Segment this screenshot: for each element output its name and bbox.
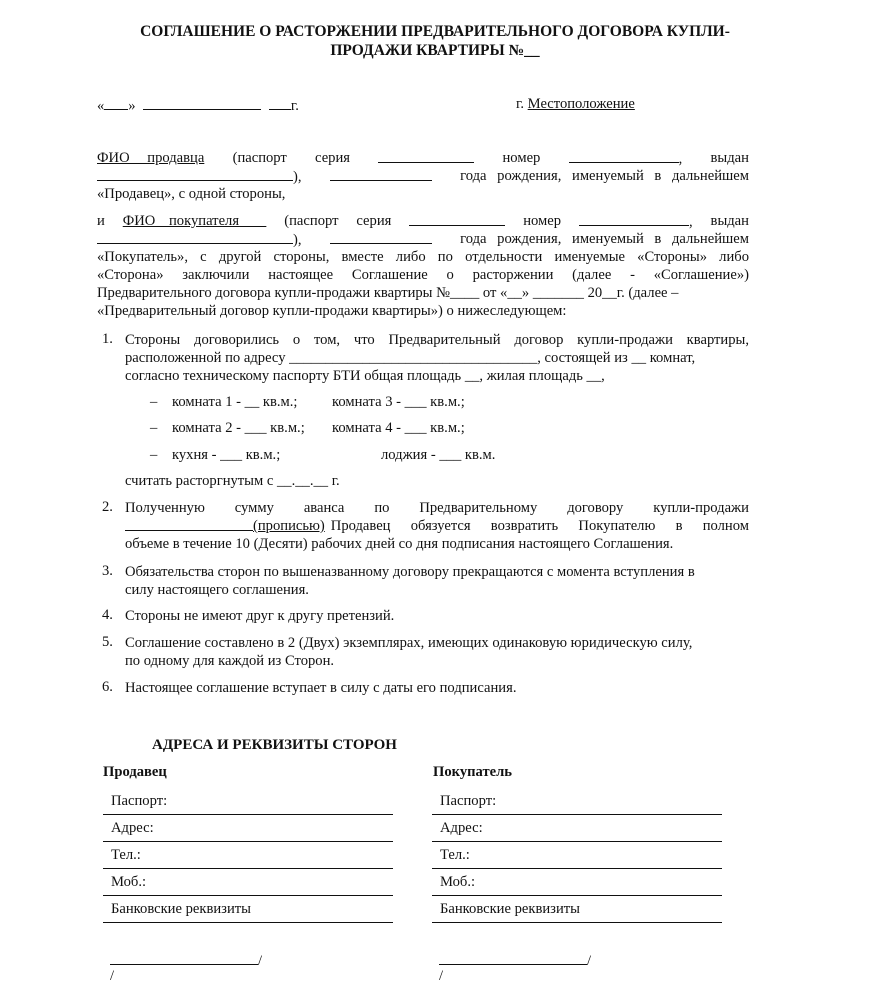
clause-5-line-1: Соглашение составлено в 2 (Двух) экземплярах, имеющих одинаковую юридическую силу,	[125, 635, 693, 651]
preamble-line-3: «Покупатель», с другой стороны, вместе либо по отдельности именуемые «Стороны» либо	[97, 249, 749, 265]
clause-number: 5.	[102, 634, 113, 650]
preamble-line-4: «Сторона» заключили настоящее Соглашение о расторжении (далее - «Соглашение»)	[97, 267, 749, 283]
kitchen-area: кухня - ___ кв.м.;	[172, 447, 281, 463]
word: Полученную	[125, 500, 205, 516]
buyer-field-label: Адрес:	[440, 820, 483, 836]
document-title	[60, 22, 810, 60]
clause-2-line-3: объеме в течение 10 (Десяти) рабочих дней со дня подписания настоящего Соглашения.	[125, 536, 674, 552]
preamble-seller-line-2: ), года рождения, именуемый в дальнейшем	[97, 167, 749, 187]
clause-1-line-1: Стороны договорились о том, что Предварительный договор купли-продажи квартиры,	[125, 332, 749, 348]
requisites-title: АДРЕСА И РЕКВИЗИТЫ СТОРОН	[152, 737, 397, 753]
preamble-line-5: Предварительного договора купли-продажи квартиры №____ от «__» _______ 20__г. (далее –	[97, 285, 679, 301]
buyer-field-label: Банковские реквизиты	[440, 901, 580, 917]
buyer-field-row[interactable]	[432, 868, 722, 896]
seller-field-row[interactable]	[103, 814, 393, 842]
clause-1-line-3: согласно техническому паспорту БТИ общая площадь __, жилая площадь __,	[125, 368, 605, 384]
buyer-field-label: Моб.:	[440, 874, 476, 890]
room-1-area: комната 1 - __ кв.м.;	[172, 394, 298, 410]
word: Предварительному	[419, 500, 538, 516]
buyer-field-row[interactable]	[432, 895, 722, 923]
seller-passport-series-blank[interactable]	[378, 149, 474, 163]
buyer-label: Покупатель	[433, 764, 513, 780]
word: по	[374, 500, 390, 516]
seller-passport-number-blank[interactable]	[569, 149, 679, 163]
month-blank[interactable]	[143, 96, 261, 110]
clause-3-line-2: силу настоящего соглашения.	[125, 582, 309, 598]
seller-signature[interactable]: /	[110, 950, 262, 970]
room-3-area: комната 3 - ___ кв.м.;	[332, 394, 465, 410]
buyer-field-row[interactable]	[432, 787, 722, 815]
seller-signature-line[interactable]	[110, 950, 258, 965]
seller-label: Продавец	[103, 764, 167, 780]
clause-6-line-1: Настоящее соглашение вступает в силу с даты его подписания.	[125, 680, 517, 696]
buyer-signature-slash: /	[439, 968, 444, 984]
seller-field-label: Паспорт:	[111, 793, 168, 809]
list-dash: –	[150, 447, 158, 463]
buyer-signature-line[interactable]	[439, 950, 587, 965]
clause-5-line-2: по одному для каждой из Сторон.	[125, 653, 335, 669]
seller-issued-by-blank[interactable]	[97, 167, 293, 181]
city-field: г. Местоположение	[516, 96, 635, 112]
buyer-field-label: Паспорт:	[440, 793, 497, 809]
seller-field-row[interactable]	[103, 895, 393, 923]
preamble-buyer-line-2: ), года рождения, именуемый в дальнейшем	[97, 230, 749, 250]
clause-number: 1.	[102, 331, 113, 347]
title-line-2: ПРОДАЖИ КВАРТИРЫ №__	[330, 42, 540, 59]
list-dash: –	[150, 420, 158, 436]
day-blank[interactable]	[104, 96, 128, 110]
clause-2-line-1	[125, 499, 749, 518]
buyer-birth-blank[interactable]	[330, 230, 432, 244]
buyer-field-row[interactable]	[432, 814, 722, 842]
date-field: « » г.	[97, 98, 299, 114]
seller-field-row[interactable]	[103, 868, 393, 896]
preamble-buyer-line-1: и ФИО покупателя (паспорт серия номер , выдан	[97, 213, 749, 230]
clause-3-line-1: Обязательства сторон по вышеназванному договору прекращаются с момента вступления в	[125, 564, 695, 580]
word: купли-продажи	[653, 500, 749, 516]
room-2-area: комната 2 - ___ кв.м.;	[172, 420, 305, 436]
clause-1-line-2: расположенной по адресу __________________________________, состоящей из __ комнат,	[125, 350, 696, 366]
seller-field-row[interactable]	[103, 787, 393, 815]
buyer-name: ФИО покупателя	[122, 213, 240, 229]
seller-field-label: Адрес:	[111, 820, 154, 836]
city-name: Местоположение	[527, 96, 635, 112]
year-blank[interactable]	[269, 96, 291, 110]
word: договору	[567, 500, 624, 516]
seller-role: «Продавец», с одной стороны,	[97, 186, 286, 202]
preamble-line-6: «Предварительный договор купли-продажи квартиры») о нижеследующем:	[97, 303, 567, 319]
buyer-signature[interactable]: /	[439, 950, 591, 970]
clause-2-line-2: (прописью) Продавец обязуется возвратить Покупателю в полном	[125, 517, 749, 536]
clause-number: 3.	[102, 563, 113, 579]
seller-field-label: Моб.:	[111, 874, 147, 890]
room-4-area: комната 4 - ___ кв.м.;	[332, 420, 465, 436]
word: сумму	[234, 500, 274, 516]
title-line-1: СОГЛАШЕНИЕ О РАСТОРЖЕНИИ ПРЕДВАРИТЕЛЬНОГО ДОГОВОРА КУПЛИ-	[140, 23, 730, 40]
clause-2-line-2-rest: Продавец обязуется возвратить Покупателю в полном	[330, 518, 749, 534]
clause-2-line-1-words	[125, 499, 749, 518]
buyer-field-label: Тел.:	[440, 847, 470, 863]
clause-4-line-1: Стороны не имеют друг к другу претензий.	[125, 608, 395, 624]
clause-number: 6.	[102, 679, 113, 695]
preamble-seller-line-1: ФИО продавца (паспорт серия номер , выдан	[97, 150, 749, 167]
loggia-area: лоджия - ___ кв.м.	[381, 447, 496, 463]
seller-field-row[interactable]	[103, 841, 393, 869]
seller-name: ФИО продавца	[97, 150, 205, 166]
word: аванса	[303, 500, 345, 516]
termination-date: считать расторгнутым с __.__.__ г.	[125, 473, 340, 489]
list-dash: –	[150, 394, 158, 410]
seller-signature-slash: /	[110, 968, 115, 984]
buyer-passport-number-blank[interactable]	[579, 212, 689, 226]
buyer-field-row[interactable]	[432, 841, 722, 869]
clause-number: 4.	[102, 607, 113, 623]
seller-birth-blank[interactable]	[330, 167, 432, 181]
clause-number: 2.	[102, 499, 113, 515]
advance-amount-blank[interactable]	[125, 517, 253, 531]
buyer-passport-series-blank[interactable]	[409, 212, 505, 226]
seller-field-label: Тел.:	[111, 847, 141, 863]
seller-field-label: Банковские реквизиты	[111, 901, 251, 917]
buyer-issued-by-blank[interactable]	[97, 230, 293, 244]
